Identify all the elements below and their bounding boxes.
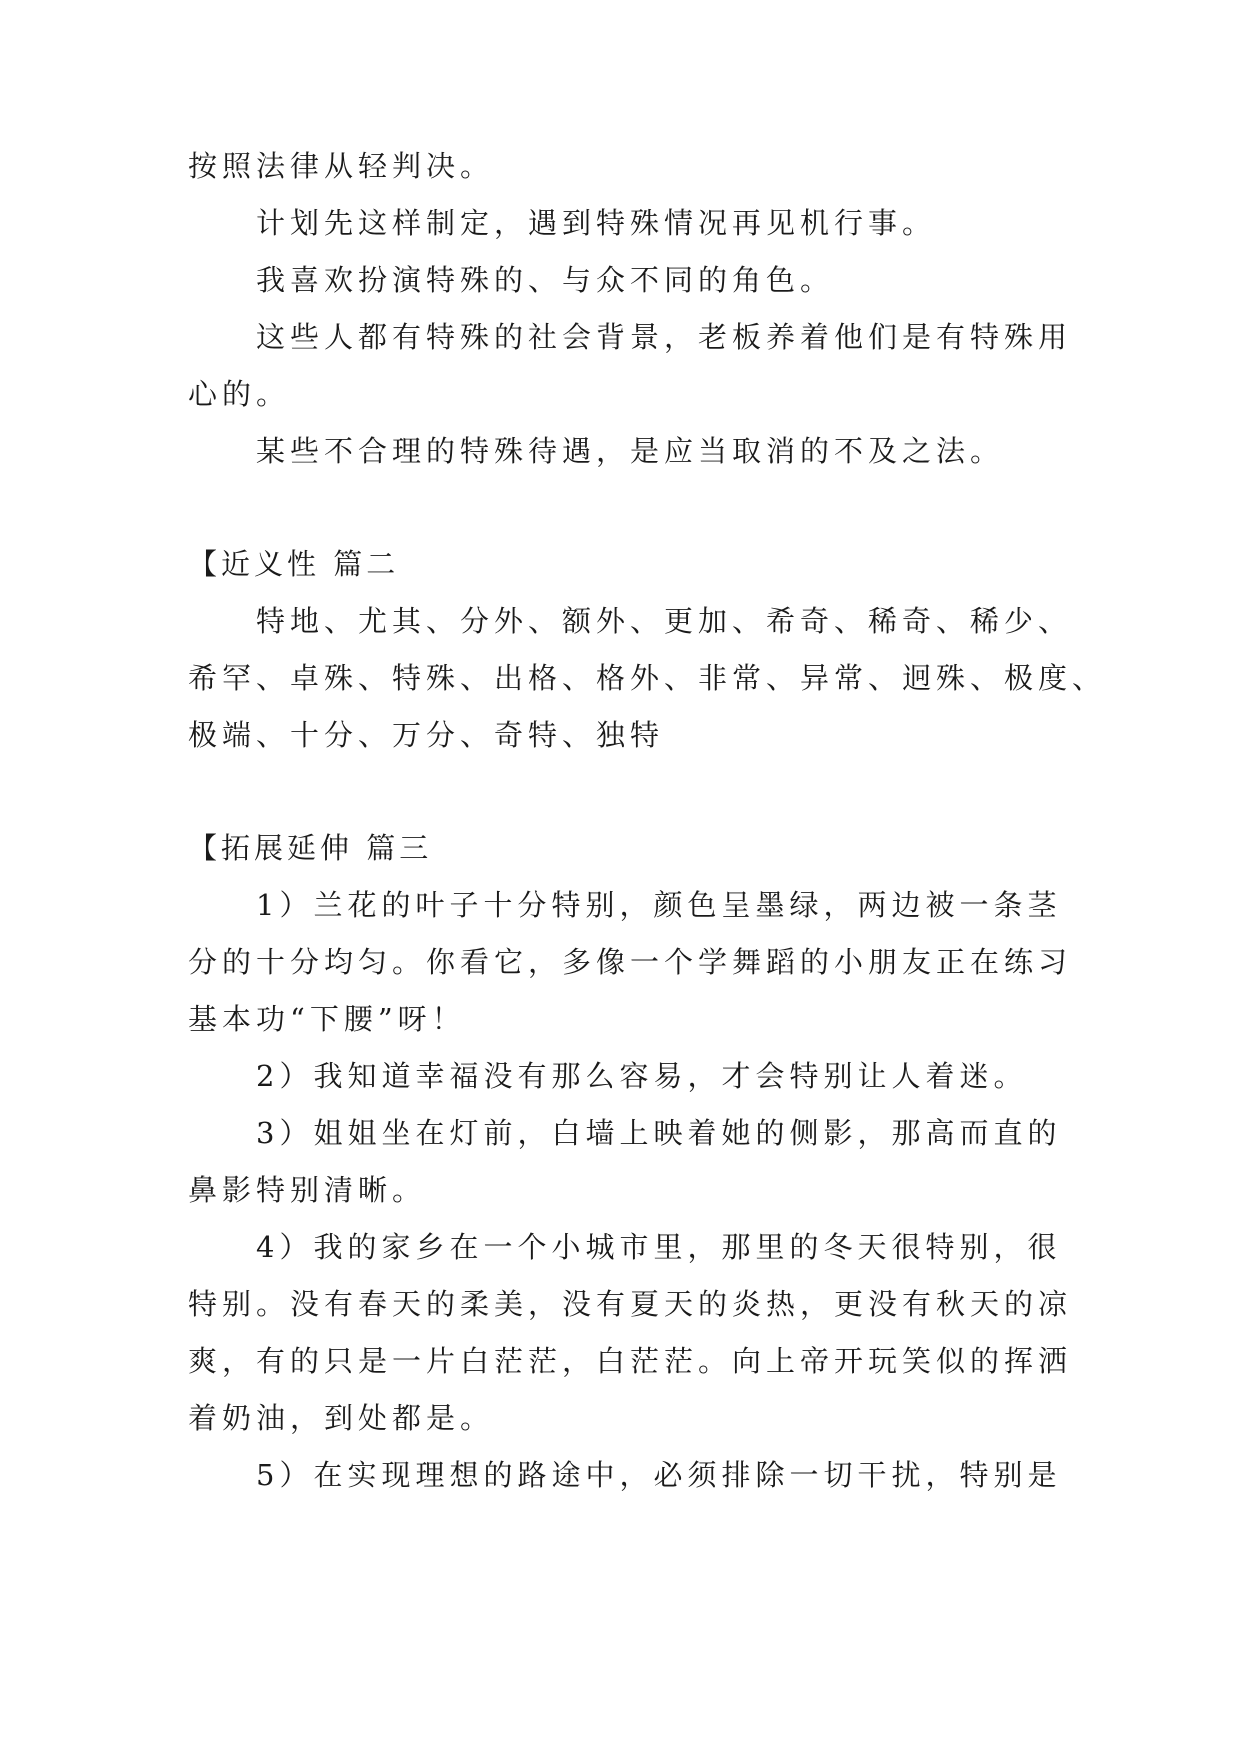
example-sentence-line: 基本功“下腰”呀！ [188, 1002, 466, 1036]
example-sentence-line: 4）我的家乡在一个小城市里，那里的冬天很特别，很 [256, 1230, 1062, 1264]
synonym-list-line: 极端、十分、万分、奇特、独特 [188, 718, 665, 752]
paragraph-text: 我喜欢扮演特殊的、与众不同的角色。 [256, 263, 835, 297]
example-sentence-line: 3）姐姐坐在灯前，白墙上映着她的侧影，那高而直的 [256, 1116, 1062, 1150]
paragraph-text: 某些不合理的特殊待遇，是应当取消的不及之法。 [256, 434, 1005, 468]
paragraph-text: 按照法律从轻判决。 [188, 149, 495, 183]
example-sentence-line: 分的十分均匀。你看它，多像一个学舞蹈的小朋友正在练习 [188, 945, 1073, 979]
example-sentence-line: 5）在实现理想的路途中，必须排除一切干扰，特别是 [256, 1458, 1062, 1492]
section-heading: 【近义性 篇二 [188, 547, 400, 581]
example-sentence-line: 特别。没有春天的柔美，没有夏天的炎热，更没有秋天的凉 [188, 1287, 1073, 1321]
example-sentence-line: 爽，有的只是一片白茫茫，白茫茫。向上帝开玩笑似的挥洒 [188, 1344, 1073, 1378]
example-sentence-line: 2）我知道幸福没有那么容易，才会特别让人着迷。 [256, 1059, 1028, 1093]
example-sentence-line: 着奶油，到处都是。 [188, 1401, 495, 1435]
paragraph-text: 心的。 [188, 377, 291, 411]
example-sentence-line: 鼻影特别清晰。 [188, 1173, 427, 1207]
section-heading: 【拓展延伸 篇三 [188, 831, 433, 865]
synonym-list-line: 特地、尤其、分外、额外、更加、希奇、稀奇、稀少、 [256, 604, 1073, 638]
example-sentence-line: 1）兰花的叶子十分特别，颜色呈墨绿，两边被一条茎 [256, 888, 1062, 922]
paragraph-text: 这些人都有特殊的社会背景，老板养着他们是有特殊用 [256, 320, 1073, 354]
paragraph-text: 计划先这样制定，遇到特殊情况再见机行事。 [256, 206, 937, 240]
synonym-list-line: 希罕、卓殊、特殊、出格、格外、非常、异常、迥殊、极度、 [188, 661, 1107, 695]
